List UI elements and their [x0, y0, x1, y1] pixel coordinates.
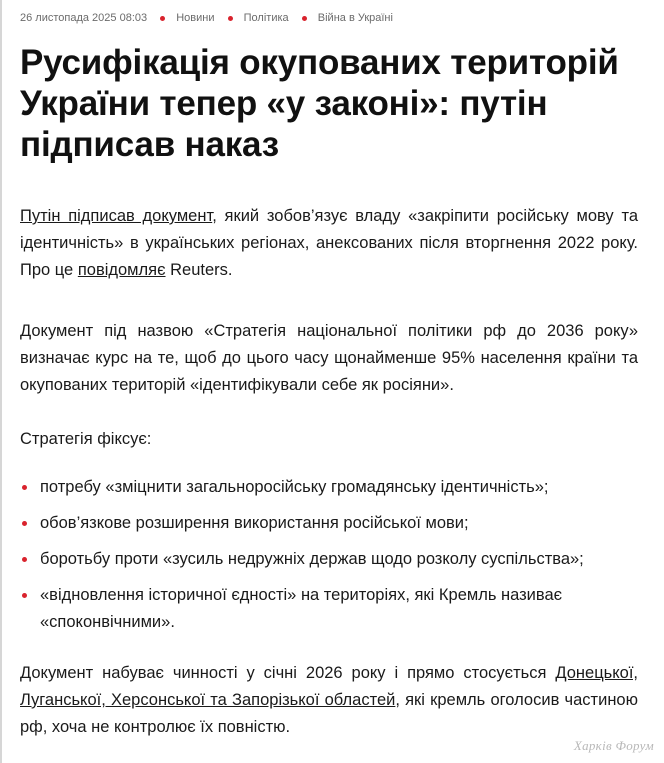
paragraph-effective-date — [20, 660, 638, 741]
paragraph-intro-text: , який зобов’язує владу «закріпити російську мову та ідентичність» в українських регіонах, анексованих після вторгнення 2022 року. Про це — [20, 207, 638, 279]
article-title: Русифікація окупованих територій України тепер «у законі»: путін підписав наказ — [20, 43, 619, 164]
breadcrumb-news[interactable]: Новини — [176, 12, 215, 25]
paragraph-intro-tail: Reuters. — [165, 261, 233, 279]
bullet-dot-icon — [302, 16, 307, 21]
list-item — [20, 510, 638, 537]
list-item — [20, 582, 638, 636]
link-regions[interactable]: Донецької, Луганської, Херсонської та Запорізької областей — [20, 664, 638, 709]
breadcrumb-war[interactable]: Війна в Україні — [317, 12, 393, 25]
list-item-text: обов’язкове розширення використання російської мови; — [40, 514, 469, 532]
list-item-text: потребу «зміцнити загальноросійську громадянську ідентичність»; — [40, 478, 549, 496]
list-item-text: «відновлення історичної єдності» на територіях, які Кремль називає «споконвічними». — [40, 586, 563, 631]
paragraph-effective-text: Документ набуває чинності у січні 2026 року і прямо стосується — [20, 664, 556, 682]
paragraph-effective-tail: , які кремль оголосив частиною рф, хоча не контролює їх повністю. — [20, 691, 638, 736]
bullet-dot-icon — [22, 557, 27, 562]
list-item — [20, 474, 638, 501]
left-border — [0, 0, 2, 763]
bullet-dot-icon — [22, 593, 27, 598]
publish-date: 26 листопада 2025 08:03 — [20, 12, 148, 25]
list-item — [20, 546, 638, 573]
strategy-list — [20, 474, 638, 645]
article-meta — [20, 12, 393, 24]
link-putin-signed-document[interactable]: Путін підписав документ — [20, 207, 213, 225]
paragraph-strategy: Документ під назвою «Стратегія національної політики рф до 2036 року» визначає курс на те, щоб до цього часу щонайменше 95% населення країни та окупованих територій «ідентифікували себе як росіяни». — [20, 322, 638, 394]
link-reports[interactable]: повідомляє — [77, 261, 166, 279]
watermark-logo: Харків Форум — [573, 738, 654, 753]
breadcrumb-politics[interactable]: Політика — [243, 12, 289, 25]
list-item-text: боротьбу проти «зусиль недружніх держав щодо розколу суспільства»; — [40, 550, 584, 568]
bullet-dot-icon — [228, 16, 233, 21]
bullet-dot-icon — [22, 521, 27, 526]
paragraph-list-intro: Стратегія фіксує: — [20, 430, 152, 448]
paragraph-intro — [20, 203, 638, 284]
bullet-dot-icon — [160, 16, 165, 21]
bullet-dot-icon — [22, 485, 27, 490]
